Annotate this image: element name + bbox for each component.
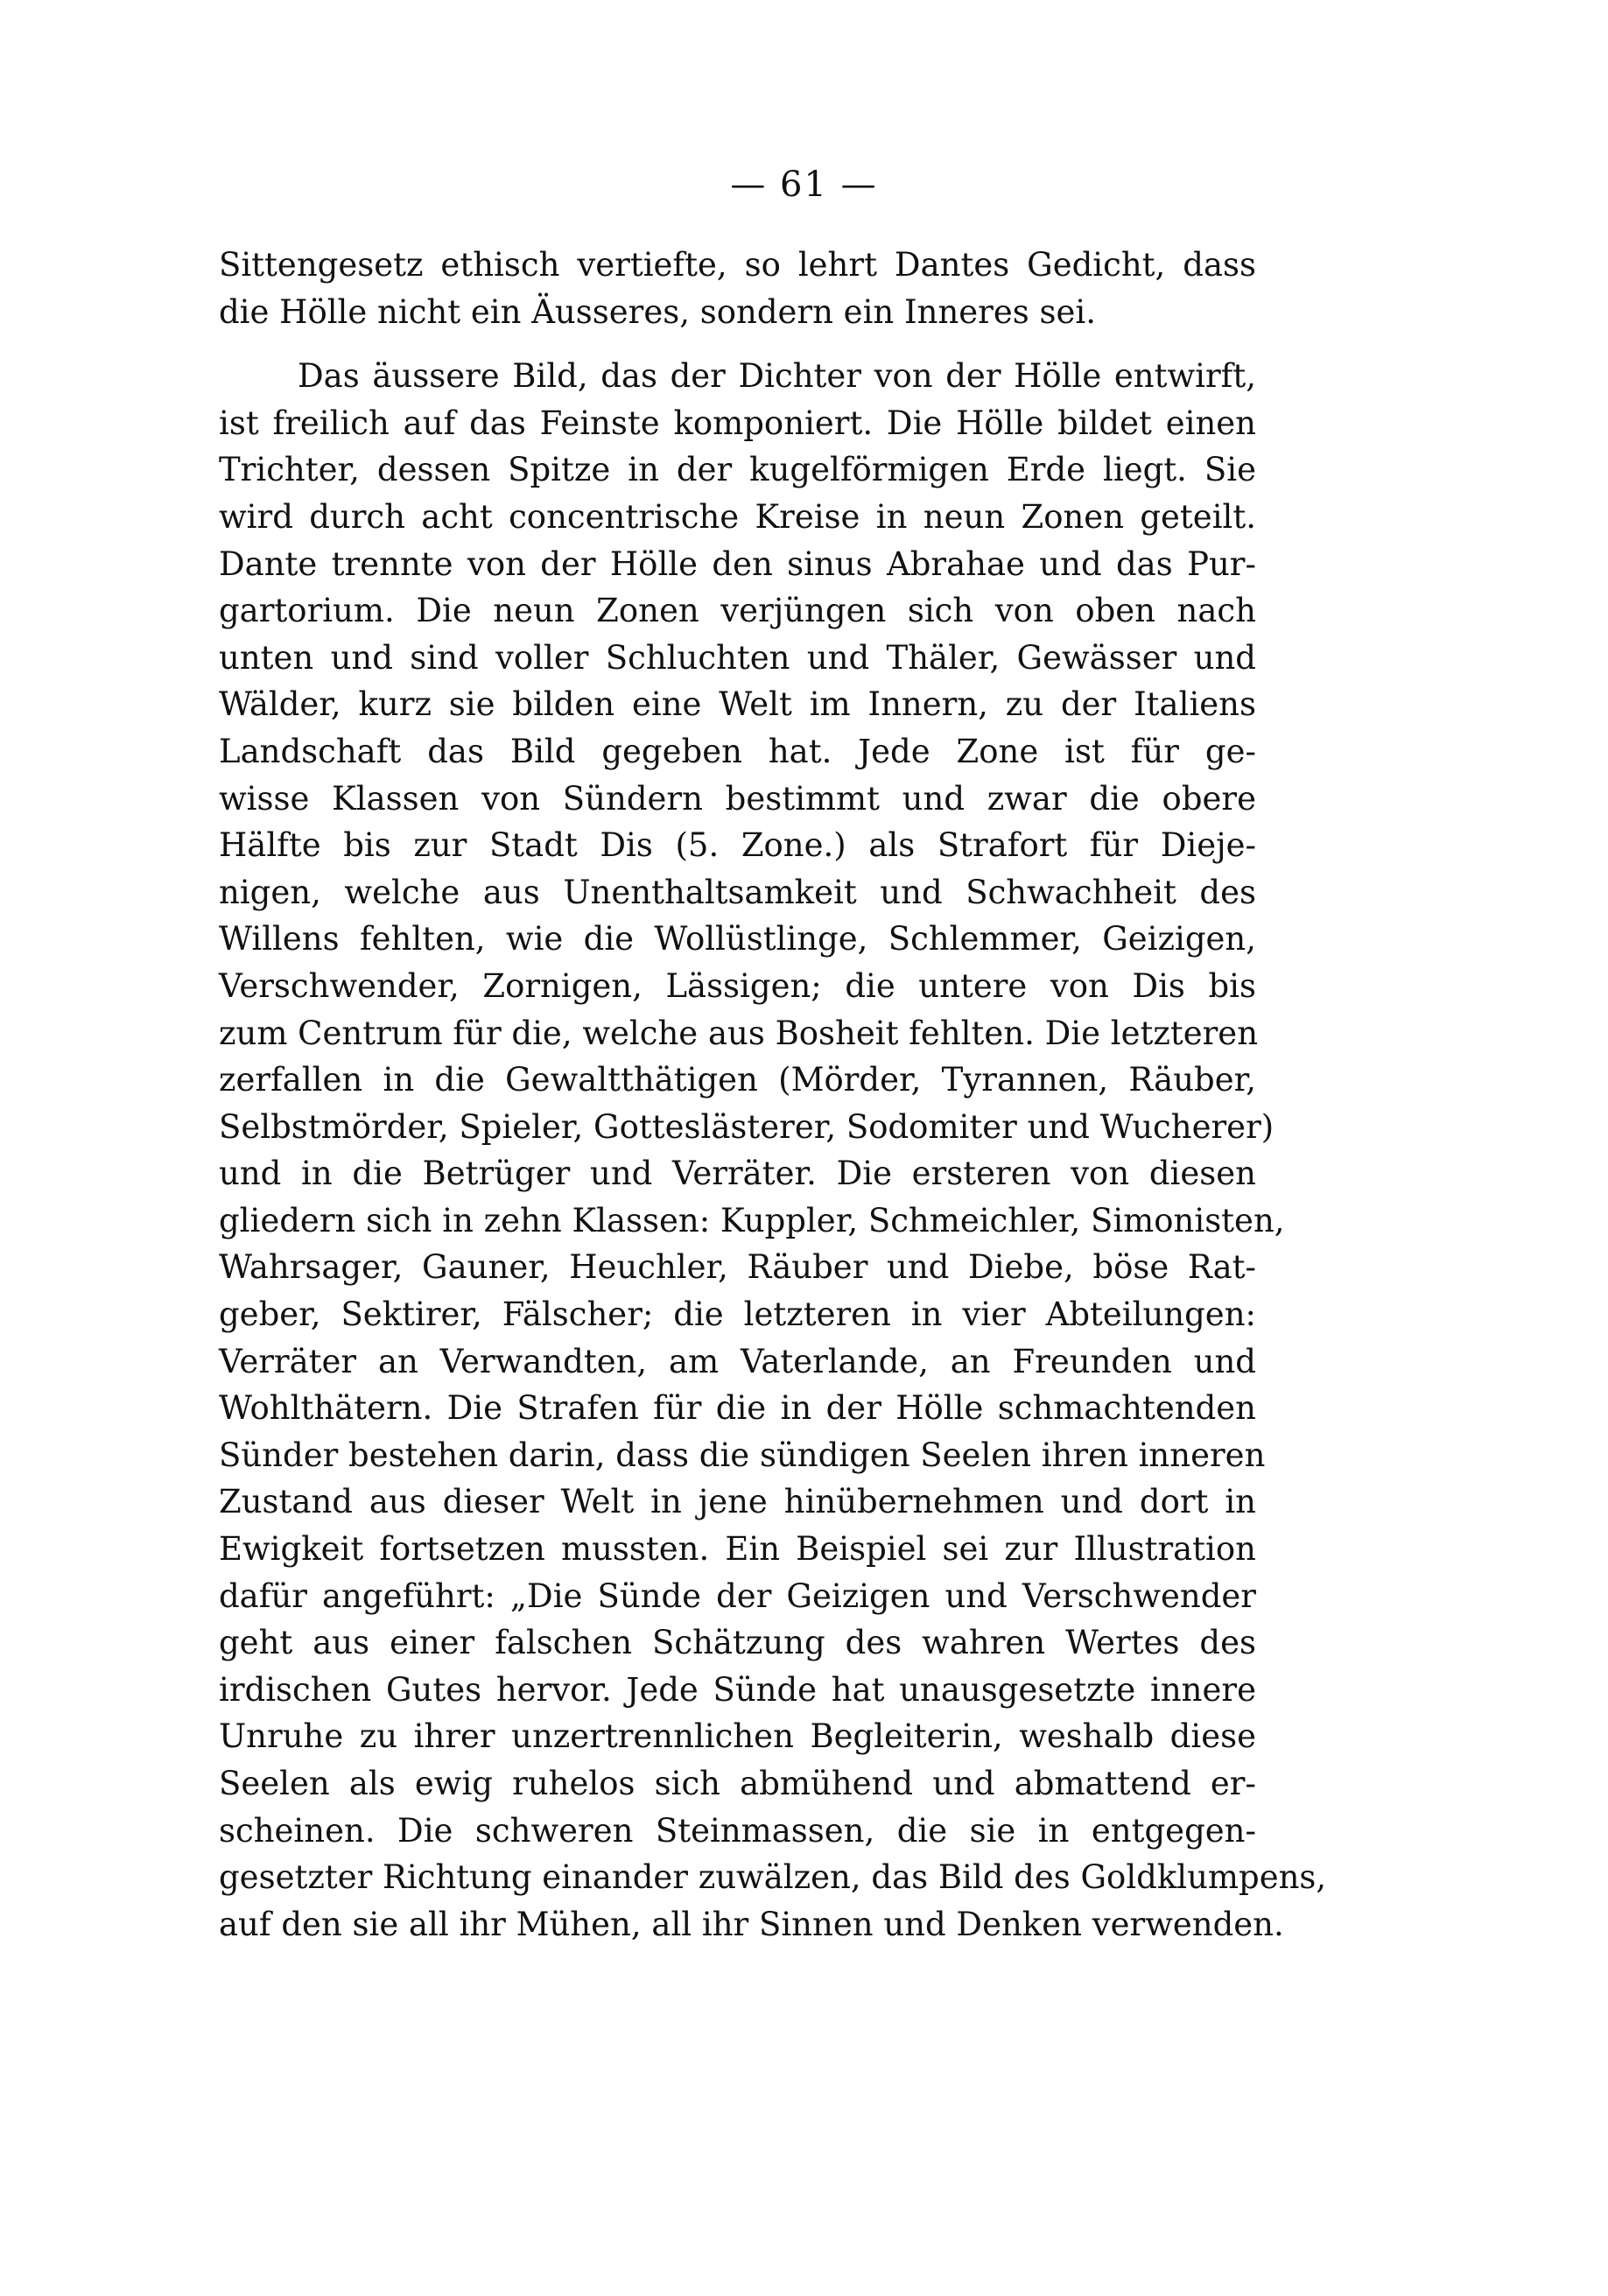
- text-line: Verschwender, Zornigen, Lässigen; die untere von Dis bis: [219, 966, 1256, 1005]
- text-line: auf den sie all ihr Mühen, all ihr Sinnen und Denken verwenden.: [219, 1905, 1284, 1943]
- text-line: nigen, welche aus Unenthaltsamkeit und Schwachheit des: [219, 873, 1256, 911]
- text-line: geht aus einer falschen Schätzung des wahren Wertes des: [219, 1624, 1256, 1662]
- text-line: wisse Klassen von Sündern bestimmt und zwar die obere: [219, 779, 1256, 818]
- text-line: Zustand aus dieser Welt in jene hinübernehmen und dort in: [219, 1483, 1256, 1521]
- text-line: gartorium. Die neun Zonen verjüngen sich von oben nach: [219, 592, 1256, 630]
- text-line: Seelen als ewig ruhelos sich abmühend und abmattend er-: [219, 1765, 1256, 1802]
- text-line: geber, Sektirer, Fälscher; die letzteren in vier Abteilungen:: [219, 1295, 1256, 1334]
- text-line: scheinen. Die schweren Steinmassen, die sie in entgegen-: [219, 1811, 1256, 1850]
- text-line: Sittengesetz ethisch vertiefte, so lehrt Dantes Gedicht, dass: [219, 246, 1256, 284]
- text-line: ist freilich auf das Feinste komponiert. Die Hölle bildet einen: [219, 404, 1256, 442]
- text-line: Selbstmörder, Spieler, Gotteslästerer, Sodomiter und Wucherer): [219, 1107, 1274, 1146]
- text-line: Hälfte bis zur Stadt Dis (5. Zone.) als Strafort für Dieje-: [219, 826, 1256, 865]
- text-line: Trichter, dessen Spitze in der kugelförmigen Erde liegt. Sie: [219, 451, 1256, 489]
- text-line: Dante trennte von der Hölle den sinus Abrahae und das Pur-: [219, 544, 1256, 583]
- text-line: gliedern sich in zehn Klassen: Kuppler, Schmeichler, Simonisten,: [219, 1201, 1285, 1239]
- paragraph-2: [219, 353, 1327, 1948]
- page-number: — 61 —: [730, 165, 878, 205]
- text-line: zerfallen in die Gewaltthätigen (Mörder, Tyrannen, Räuber,: [219, 1061, 1256, 1099]
- text-line: unten und sind voller Schluchten und Thäler, Gewässer und: [219, 638, 1256, 677]
- text-line: Ewigkeit fortsetzen mussten. Ein Beispiel sei zur Illustration: [219, 1530, 1256, 1569]
- text-line: gesetzter Richtung einander zuwälzen, das Bild des Goldklumpens,: [219, 1858, 1327, 1897]
- text-line: und in die Betrüger und Verräter. Die ersteren von diesen: [219, 1155, 1256, 1193]
- text-line: irdischen Gutes hervor. Jede Sünde hat unausgesetzte innere: [219, 1670, 1256, 1709]
- text-line: Unruhe zu ihrer unzertrennlichen Begleiterin, weshalb diese: [219, 1717, 1256, 1756]
- text-line: dafür angeführt: „Die Sünde der Geizigen und Verschwender: [219, 1576, 1256, 1615]
- text-line: Sünder bestehen darin, dass die sündigen Seelen ihren inneren: [219, 1436, 1266, 1474]
- paragraph-1: [219, 242, 1256, 335]
- text-line: wird durch acht concentrische Kreise in neun Zonen geteilt.: [219, 497, 1256, 536]
- text-line: zum Centrum für die, welche aus Bosheit fehlten. Die letzteren: [219, 1014, 1259, 1052]
- body-text: [219, 242, 1327, 1948]
- text-line: Wahrsager, Gauner, Heuchler, Räuber und Diebe, böse Rat-: [219, 1248, 1256, 1287]
- text-line: Wohlthätern. Die Strafen für die in der Hölle schmachtenden: [219, 1389, 1256, 1428]
- text-line: Verräter an Verwandten, am Vaterlande, an Freunden und: [219, 1342, 1256, 1380]
- text-line: die Hölle nicht ein Äusseres, sondern ein Inneres sei.: [219, 292, 1096, 331]
- text-line: Wälder, kurz sie bilden eine Welt im Innern, zu der Italiens: [219, 685, 1256, 724]
- text-line: Landschaft das Bild gegeben hat. Jede Zone ist für ge-: [219, 732, 1256, 770]
- text-line: Willens fehlten, wie die Wollüstlinge, Schlemmer, Geizigen,: [219, 920, 1256, 958]
- text-line: Das äussere Bild, das der Dichter von der Hölle entwirft,: [298, 357, 1256, 396]
